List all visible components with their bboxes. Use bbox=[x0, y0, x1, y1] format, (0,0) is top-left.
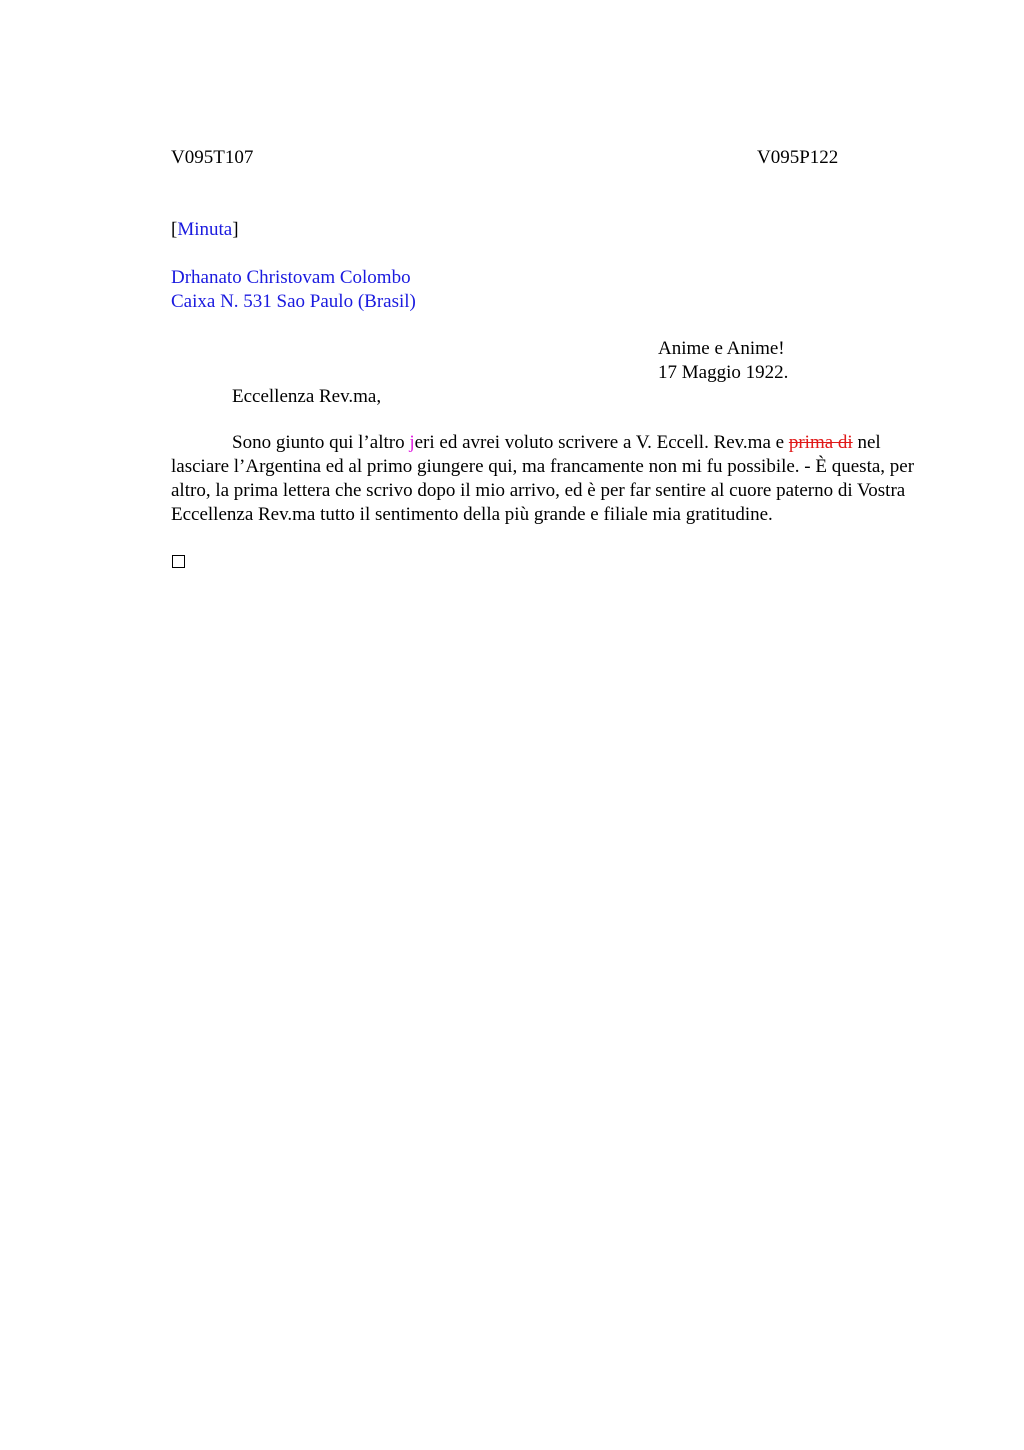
body-part-2: eri ed avrei voluto scrivere a V. Eccell. Rev.ma e bbox=[414, 432, 789, 453]
salutation: Eccellenza Rev.ma, bbox=[232, 386, 382, 407]
motto: Anime e Anime! bbox=[658, 338, 785, 359]
minuta-label: Minuta bbox=[177, 219, 233, 240]
letter-body bbox=[171, 431, 923, 527]
recipient-address: Caixa N. 531 Sao Paulo (Brasil) bbox=[171, 291, 416, 312]
empty-square-icon bbox=[172, 555, 185, 568]
bracket-close: ] bbox=[232, 219, 239, 240]
bracket-open: [ bbox=[171, 219, 178, 240]
body-part-3: nel lasciare l’Argentina ed al primo giungere qui, ma francamente non mi fu possibile. - È questa, per altro, la prima lettera che scrivo dopo il mio arrivo, ed è per far sentire al cuore paterno di Vostra Eccellenza Rev.ma tutto il sentimento della più grande e filiale mia gratitudine. bbox=[171, 432, 915, 525]
header-left-code: V095T107 bbox=[171, 147, 254, 168]
header-right-code: V095P122 bbox=[757, 147, 839, 168]
recipient-name: Drhanato Christovam Colombo bbox=[171, 267, 411, 288]
minuta-annotation bbox=[171, 218, 239, 242]
letter-date: 17 Maggio 1922. bbox=[658, 362, 789, 383]
deleted-text: prima di bbox=[788, 432, 853, 453]
inserted-letter: j bbox=[409, 432, 415, 453]
body-part-1: Sono giunto qui l’altro bbox=[232, 432, 410, 453]
